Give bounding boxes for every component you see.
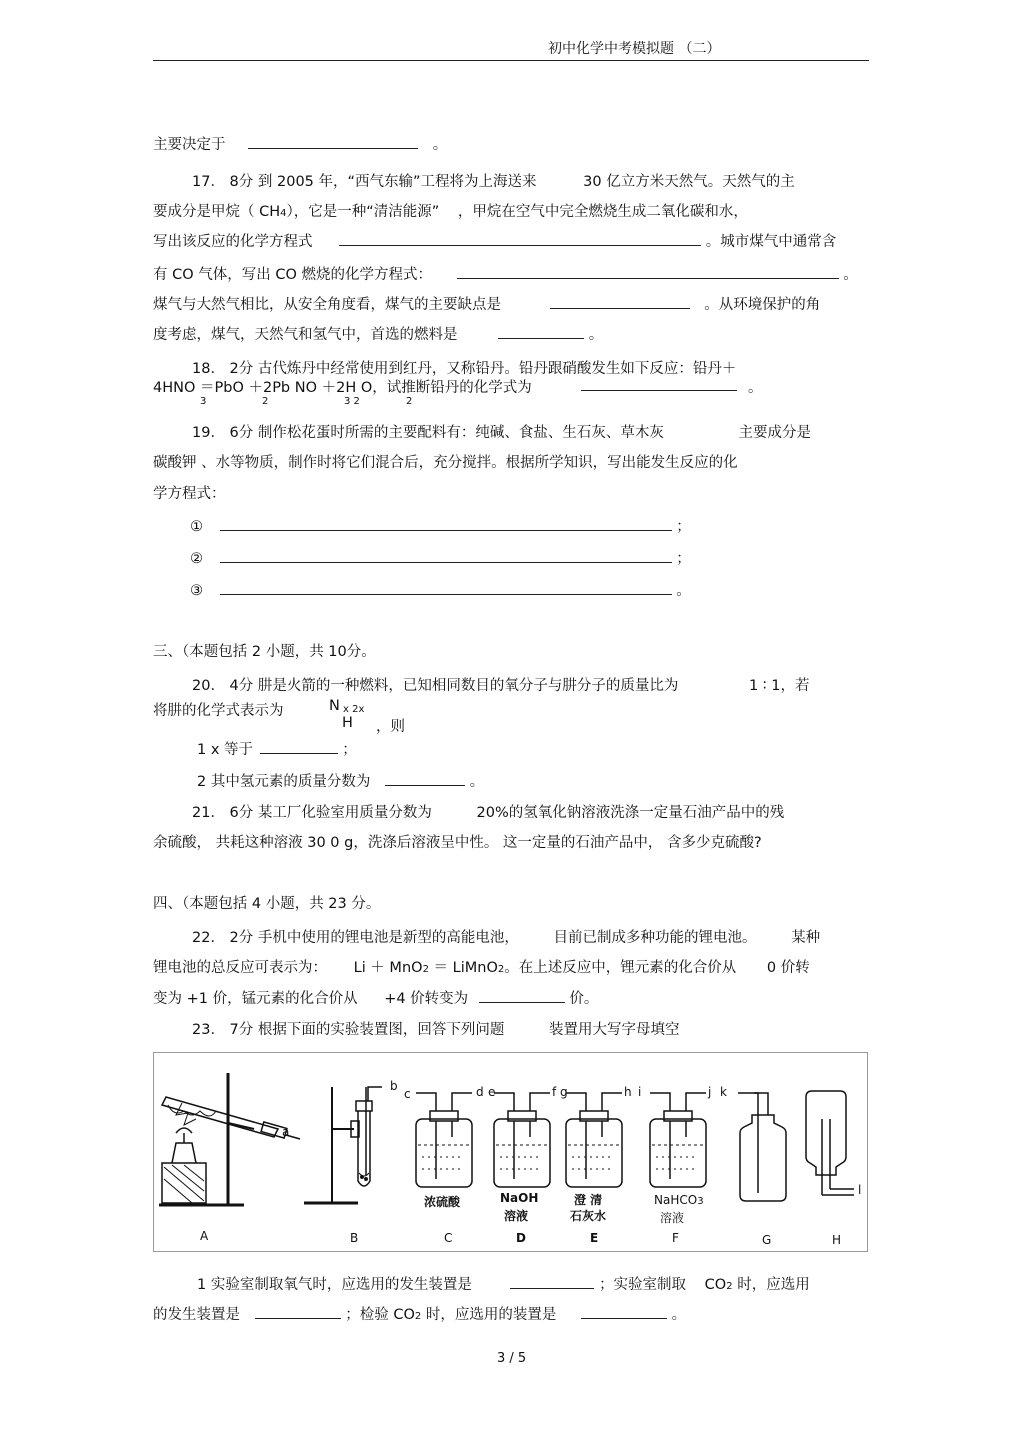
q19-answer-1: [190, 515, 691, 536]
q23-l1a: 23． 7分 根据下面的实验装置图，回答下列问题: [192, 1022, 505, 1038]
q22-sub-1: 2: [422, 964, 429, 975]
reagent-e-1: 澄 清: [574, 1193, 603, 1207]
q22-l1c: 某种: [791, 930, 821, 946]
q19-blank-3: [220, 580, 672, 595]
page-header-title: 初中化学中考模拟题 （二）: [548, 41, 721, 57]
q17-l2c: ，甲烷在空气中完全燃烧生成二氧化碳和水，: [457, 204, 748, 220]
q22-l1b: 目前已制成多种功能的锂电池。: [553, 930, 757, 946]
q22-l3c: 价。: [569, 991, 599, 1007]
q20-s2a: 2 其中氢元素的质量分数为: [197, 774, 371, 790]
label-e: E: [590, 1231, 599, 1245]
q17-ch4-sub: 4: [280, 208, 287, 219]
q19-l1a: 19． 6分 制作松花蛋时所需的主要配料有：纯碱、食盐、生石灰、草木灰: [192, 425, 664, 441]
q17-l4b: 。: [843, 267, 858, 283]
q20-s1b: ；: [342, 742, 357, 758]
q20-blank-2: [385, 771, 465, 786]
q19-line-3: 学方程式：: [153, 486, 226, 502]
q18-line-1: 18． 2分 古代炼丹中经常使用到红丹，又称铅丹。铅丹跟硝酸发生如下反应：铅丹＋: [192, 361, 737, 377]
q23-sub-1: [197, 1273, 810, 1294]
q20-l1a: 20． 4分 肼是火箭的一种燃料，已知相同数目的氧分子与肼分子的质量比为: [192, 678, 679, 694]
q19-blank-2: [220, 548, 672, 563]
q22-l1a: 22． 2分 手机中使用的锂电池是新型的高能电池，: [192, 930, 519, 946]
q23-line-1: [192, 1018, 680, 1039]
q20-formula-sub: x 2x: [343, 704, 365, 715]
port-a: a: [282, 1125, 290, 1139]
q20-l2a: 将肼的化学式表示为: [153, 703, 284, 719]
label-h: H: [832, 1233, 842, 1247]
q23-s1c: CO: [704, 1277, 727, 1293]
q19-marker-1: ①: [190, 519, 203, 535]
q22-l2e: 0 价转: [766, 960, 810, 976]
label-b: B: [350, 1231, 359, 1245]
q18-sub-4: 2: [406, 396, 413, 407]
apparatus-c: [416, 1093, 472, 1187]
q23-s2c: 时，应选用的装置是: [425, 1307, 557, 1323]
port-h: h: [624, 1085, 632, 1099]
apparatus-f: [650, 1093, 706, 1187]
q19-marker-3: ③: [190, 583, 203, 599]
q17-line-3: [153, 230, 836, 251]
q23-blank-2: [255, 1304, 341, 1319]
reagent-d-2: 溶液: [504, 1209, 529, 1223]
port-d: d: [476, 1085, 484, 1099]
q22-line-2: [153, 956, 810, 977]
q23-sub-b: 2: [414, 1311, 422, 1322]
q20-line-1: [192, 674, 809, 695]
q17-l1b: 30 亿立方米天然气。天然气的主: [583, 174, 795, 190]
apparatus-g: [738, 1093, 786, 1201]
q18-sub-3: 3 2: [344, 396, 360, 407]
port-g: g: [560, 1085, 568, 1099]
q17-equation-blank-1: [339, 231, 701, 246]
q20-blank-1: [260, 739, 338, 754]
q18-sub-2: 2: [262, 396, 269, 407]
port-b: b: [390, 1079, 398, 1093]
q17-line-1: [192, 170, 795, 191]
port-c: c: [404, 1087, 411, 1101]
q16-tail: [153, 133, 447, 154]
label-c: C: [444, 1231, 453, 1245]
q17-l6b: 。: [588, 327, 604, 343]
port-i: i: [638, 1085, 642, 1099]
q17-line-2: [153, 200, 748, 221]
q17-l3a: 写出该反应的化学方程式: [153, 234, 313, 250]
q18-l2a: 4HNO ＝PbO ＋2Pb NO ＋2H O，试推断铅丹的化学式为: [153, 380, 532, 396]
q22-l2b: Li ＋ MnO: [353, 960, 423, 976]
q20-l1b: 1 ∶ 1，若: [749, 678, 810, 694]
q21-line-1: [192, 801, 784, 822]
q20-sub-2: [197, 770, 484, 791]
reagent-c: 浓硫酸: [424, 1195, 461, 1209]
q20-s1a: 1 x 等于: [197, 742, 254, 758]
reagent-f-1: [654, 1193, 704, 1207]
header-rule: [153, 60, 869, 61]
reagent-f-sub: 3: [697, 1196, 704, 1207]
q19-answer-3: [190, 579, 691, 600]
q19-line-1: [192, 421, 811, 442]
q23-s2b: ；检验 CO: [345, 1307, 415, 1323]
q19-end-1: ；: [676, 519, 691, 535]
q17-l6a: 度考虑，煤气，天然气和氢气中，首选的燃料是: [153, 327, 458, 343]
q20-formula-n: N: [329, 698, 340, 714]
q18-line-2: [153, 376, 532, 397]
label-g: G: [762, 1233, 772, 1247]
q19-answer-2: [190, 547, 691, 568]
q22-blank: [479, 988, 565, 1003]
q22-sub-2: 2: [497, 964, 505, 975]
q23-blank-3: [581, 1304, 667, 1319]
q17-l5a: 煤气与大然气相比，从安全角度看，煤气的主要缺点是: [153, 297, 501, 313]
q20-then: ，则: [376, 719, 405, 735]
q16-end: 。: [432, 137, 448, 153]
label-d: D: [516, 1231, 526, 1245]
q18-end: 。: [748, 380, 763, 396]
q19-marker-2: ②: [190, 551, 203, 567]
port-l: l: [858, 1183, 862, 1197]
q20-s2b: 。: [469, 774, 485, 790]
page-number: 3 / 5: [497, 1351, 527, 1366]
q16-text: 主要决定于: [153, 137, 226, 153]
q22-l3b: +4 价转变为: [384, 991, 469, 1007]
q17-l4a: 有 CO 气体，写出 CO 燃烧的化学方程式：: [153, 267, 433, 283]
port-f: f: [552, 1085, 557, 1099]
q17-line-5: [153, 293, 820, 314]
reagent-e-2: 石灰水: [570, 1209, 607, 1223]
q20-sub-1: [197, 738, 357, 759]
q17-l3b: 。城市煤气中通常含: [705, 234, 837, 250]
q21-l1b: 20%的氢氧化钠溶液洗涤一定量石油产品中的残: [476, 805, 785, 821]
q17-l2b: ），它是一种“清洁能源”: [286, 204, 440, 220]
q23-s2d: 。: [671, 1307, 687, 1323]
q18-answer-blank: [581, 390, 737, 391]
q17-blank-3: [550, 294, 690, 309]
q22-l2d: 。在上述反应中，锂元素的化合价从: [504, 960, 737, 976]
reagent-f-2: 溶液: [660, 1211, 685, 1225]
reagent-f-1-text: NaHCO: [654, 1193, 698, 1207]
q17-l2a: 要成分是甲烷（ CH: [153, 204, 281, 220]
label-a: A: [200, 1229, 209, 1243]
q22-l2c: ＝ LiMnO: [433, 960, 498, 976]
q23-sub-2: [153, 1303, 686, 1324]
q22-l2a: 锂电池的总反应可表示为：: [153, 960, 327, 976]
q20-formula-h: H: [342, 715, 353, 731]
apparatus-a: [159, 1073, 300, 1205]
q23-blank-1: [510, 1274, 594, 1289]
apparatus-b: [304, 1087, 382, 1203]
q19-blank-1: [220, 516, 672, 531]
apparatus-d: [494, 1093, 550, 1187]
q17-line-6: [153, 323, 603, 344]
apparatus-figure: [153, 1052, 868, 1252]
q19-l1b: 主要成分是: [738, 425, 812, 441]
q21-line-2: 余硫酸， 共耗这种溶液 30 0 g，洗涤后溶液呈中性。 这一定量的石油产品中， 含多少克硫酸?: [153, 835, 762, 851]
q23-sub-a: 2: [726, 1281, 733, 1292]
q19-end-3: 。: [676, 583, 691, 599]
q22-line-1: [192, 926, 820, 947]
q19-line-2: 碳酸钾 、水等物质，制作时将它们混合后，充分搅拌。根据所学知识，写出能发生反应的化: [153, 455, 738, 471]
q22-line-3: [153, 987, 598, 1008]
q16-answer-blank: [248, 134, 418, 149]
section-4-title: 四、（本题包括 4 小题，共 23 分。: [153, 896, 381, 912]
q17-blank-4: [498, 324, 584, 339]
q23-s2a: 的发生装置是: [153, 1307, 240, 1323]
port-e: e: [488, 1085, 496, 1099]
q19-end-2: ；: [676, 551, 691, 567]
q17-l1: 17． 8分 到 2005 年，“西气东输”工程将为上海送来: [192, 174, 537, 190]
port-k: k: [720, 1085, 727, 1099]
q17-l5b: 。从环境保护的角: [704, 297, 821, 313]
q22-l3a: 变为 +1 价，锰元素的化合价从: [153, 991, 358, 1007]
reagent-d-1: NaOH: [500, 1191, 539, 1205]
q18-sub-1: 3: [200, 396, 207, 407]
q21-l1a: 21． 6分 某工厂化验室用质量分数为: [192, 805, 432, 821]
q17-line-4: [153, 263, 858, 284]
q23-s1b: ；实验室制取: [599, 1277, 687, 1293]
section-3-title: 三、（本题包括 2 小题，共 10分。: [153, 644, 376, 660]
q23-s1d: 时，应选用: [737, 1277, 810, 1293]
q23-l1b: 装置用大写字母填空: [549, 1022, 680, 1038]
q17-equation-blank-2: [457, 264, 839, 279]
label-f: F: [672, 1231, 679, 1245]
q23-s1a: 1 实验室制取氧气时，应选用的发生装置是: [197, 1277, 472, 1293]
apparatus-e: [566, 1093, 622, 1187]
port-j: j: [708, 1085, 712, 1099]
apparatus-h: [806, 1091, 854, 1195]
